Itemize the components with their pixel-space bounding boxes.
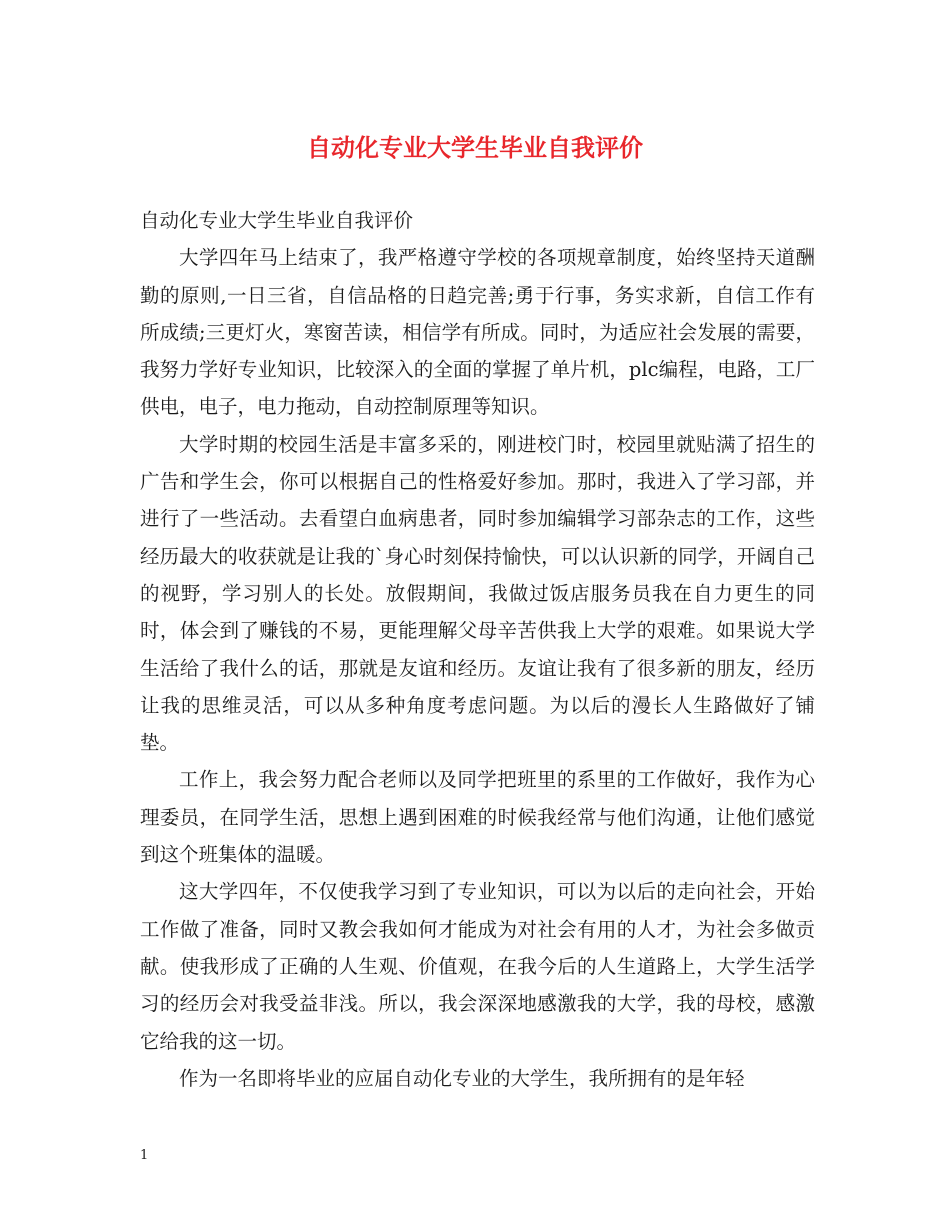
page-title: 自动化专业大学生毕业自我评价 [307,133,643,162]
paragraph-5: 作为一名即将毕业的应届自动化专业的大学生，我所拥有的是年轻 [179,1066,745,1090]
paragraph-3: 工作上，我会努力配合老师以及同学把班里的系里的工作做好，我作为心理委员，在同学生活，思想上遇到困难的时候我经常与他们沟通，让他们感觉到这个班集体的温暖。 [140,768,815,867]
document-body [140,202,815,1097]
paragraph-2: 大学时期的校园生活是丰富多采的，刚进校门时，校园里就贴满了招生的广告和学生会，你可以根据自己的性格爱好参加。那时，我进入了学习部，并进行了一些活动。去看望白血病患者，同时参加编辑学习部杂志的工作，这些经历最大的收获就是让我的`身心时刻保持愉快，可以认识新的同学，开阔自己的视野，学习别人的长处。放假期间，我做过饭店服务员我在自力更生的同时，体会到了赚钱的不易，更能理解父母辛苦供我上大学的艰难。如果说大学生活给了我什么的话，那就是友谊和经历。友谊让我有了很多新的朋友，经历让我的思维灵活，可以从多种角度考虑问题。为以后的漫长人生路做好了铺垫。 [140,432,815,755]
paragraph-1: 大学四年马上结束了，我严格遵守学校的各项规章制度，始终坚持天道酬勤的原则,一日三省，自信品格的日趋完善;勇于行事，务实求新，自信工作有所成绩;三更灯火，寒窗苦读，相信学有所成。同时，为适应社会发展的需要，我努力学好专业知识，比较深入的全面的掌握了单片机，plc编程，电路，工厂供电，电子，电力拖动，自动控制原理等知识。 [140,246,815,419]
page-number: 1 [140,1148,149,1163]
document-subtitle: 自动化专业大学生毕业自我评价 [140,209,414,232]
paragraph-4: 这大学四年，不仅使我学习到了专业知识，可以为以后的走向社会，开始工作做了准备，同时又教会我如何才能成为对社会有用的人才，为社会多做贡献。使我形成了正确的人生观、价值观，在我今后的人生道路上，大学生活学习的经历会对我受益非浅。所以，我会深深地感激我的大学，我的母校，感激它给我的这一切。 [140,880,815,1053]
